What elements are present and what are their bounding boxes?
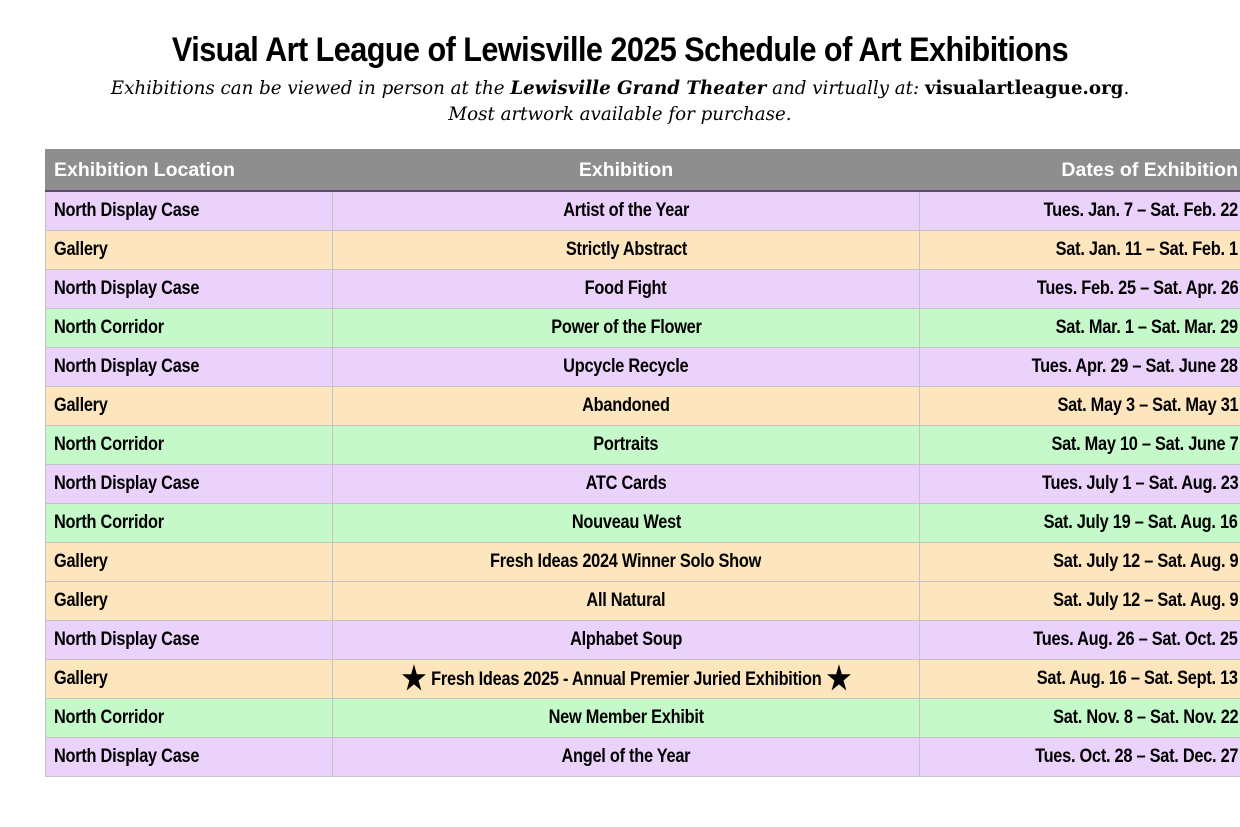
cell-exhibition — [333, 699, 920, 738]
dates-text: Tues. July 1 – Sat. Aug. 23 — [1041, 473, 1238, 494]
exhibition-wrap — [396, 659, 856, 696]
cell-dates — [920, 309, 1240, 348]
cell-exhibition — [333, 660, 920, 699]
exhibition-wrap — [586, 473, 667, 495]
exhibition-wrap — [562, 746, 691, 768]
location-text: North Display Case — [54, 473, 200, 494]
location-text: North Corridor — [54, 317, 164, 338]
website-link[interactable]: visualartleague.org — [924, 77, 1124, 99]
cell-location — [46, 231, 333, 270]
cell-dates — [920, 582, 1240, 621]
subtitle — [25, 75, 1215, 127]
cell-exhibition — [333, 270, 920, 309]
exhibition-name: Artist of the Year — [563, 200, 689, 221]
table-row — [46, 738, 1240, 777]
location-text: North Corridor — [54, 707, 164, 728]
cell-location — [46, 387, 333, 426]
table-row — [46, 582, 1240, 621]
exhibition-schedule-table — [45, 149, 1240, 777]
cell-exhibition — [333, 191, 920, 231]
cell-dates — [920, 231, 1240, 270]
exhibition-name: Strictly Abstract — [565, 239, 687, 260]
exhibition-name: All Natural — [586, 590, 666, 611]
dates-text: Tues. Jan. 7 – Sat. Feb. 22 — [1043, 200, 1238, 221]
cell-location — [46, 465, 333, 504]
cell-dates — [920, 465, 1240, 504]
cell-location — [46, 191, 333, 231]
exhibition-wrap — [551, 317, 701, 339]
cell-dates — [920, 191, 1240, 231]
dates-text: Tues. Oct. 28 – Sat. Dec. 27 — [1034, 746, 1238, 767]
column-header-location: Exhibition Location — [46, 150, 333, 192]
exhibition-wrap — [587, 590, 666, 612]
location-text: Gallery — [54, 239, 108, 260]
location-text: North Display Case — [54, 356, 200, 377]
page-title: Visual Art League of Lewisville 2025 Schedule of Art Exhibitions — [171, 31, 1069, 69]
cell-exhibition — [333, 387, 920, 426]
exhibition-name: New Member Exhibit — [548, 707, 704, 728]
table-row — [46, 387, 1240, 426]
dates-text: Sat. May 3 – Sat. May 31 — [1057, 395, 1238, 416]
exhibition-wrap — [565, 239, 686, 261]
subtitle-line-2: Most artwork available for purchase. — [448, 103, 792, 125]
table-row — [46, 309, 1240, 348]
dates-text: Sat. July 12 – Sat. Aug. 9 — [1052, 590, 1238, 611]
cell-exhibition — [333, 348, 920, 387]
exhibition-name: ATC Cards — [585, 473, 667, 494]
exhibition-wrap — [563, 356, 688, 378]
cell-dates — [920, 660, 1240, 699]
location-text: North Display Case — [54, 200, 200, 221]
column-header-dates: Dates of Exhibition — [920, 150, 1240, 192]
table-row — [46, 543, 1240, 582]
cell-dates — [920, 621, 1240, 660]
table-row — [46, 699, 1240, 738]
exhibition-name: Angel of the Year — [561, 746, 691, 767]
cell-location — [46, 738, 333, 777]
cell-exhibition — [333, 309, 920, 348]
dates-text: Tues. Feb. 25 – Sat. Apr. 26 — [1036, 278, 1238, 299]
subtitle-suffix: . — [1123, 77, 1130, 99]
exhibition-wrap — [594, 434, 659, 456]
cell-exhibition — [333, 426, 920, 465]
exhibition-name: Food Fight — [585, 278, 667, 299]
venue-name: Lewisville Grand Theater — [510, 77, 767, 99]
table-row — [46, 270, 1240, 309]
dates-text: Sat. May 10 – Sat. June 7 — [1050, 434, 1238, 455]
dates-text: Tues. Apr. 29 – Sat. June 28 — [1031, 356, 1238, 377]
exhibition-name: Abandoned — [582, 395, 670, 416]
location-text: North Display Case — [54, 746, 200, 767]
cell-dates — [920, 426, 1240, 465]
cell-exhibition — [333, 582, 920, 621]
dates-text: Sat. Jan. 11 – Sat. Feb. 1 — [1055, 239, 1238, 260]
cell-location — [46, 309, 333, 348]
cell-location — [46, 543, 333, 582]
table-body — [46, 191, 1240, 777]
exhibition-name: Portraits — [593, 434, 659, 455]
cell-location — [46, 348, 333, 387]
location-text: North Corridor — [54, 434, 164, 455]
column-header-exhibition: Exhibition — [333, 150, 920, 192]
table-row — [46, 660, 1240, 699]
cell-location — [46, 660, 333, 699]
exhibition-wrap — [570, 629, 682, 651]
exhibition-wrap — [582, 395, 670, 417]
exhibition-name: Upcycle Recycle — [563, 356, 689, 377]
cell-dates — [920, 270, 1240, 309]
cell-exhibition — [333, 231, 920, 270]
cell-location — [46, 270, 333, 309]
dates-text: Sat. Nov. 8 – Sat. Nov. 22 — [1052, 707, 1238, 728]
cell-exhibition — [333, 543, 920, 582]
exhibition-name: Fresh Ideas 2024 Winner Solo Show — [490, 551, 762, 572]
exhibition-wrap — [585, 278, 667, 300]
cell-dates — [920, 504, 1240, 543]
table-row — [46, 465, 1240, 504]
cell-exhibition — [333, 621, 920, 660]
dates-text: Sat. July 19 – Sat. Aug. 16 — [1043, 512, 1238, 533]
cell-dates — [920, 699, 1240, 738]
cell-exhibition — [333, 504, 920, 543]
table-row — [46, 504, 1240, 543]
dates-text: Sat. July 12 – Sat. Aug. 9 — [1052, 551, 1238, 572]
location-text: North Display Case — [54, 629, 200, 650]
exhibition-name: Fresh Ideas 2025 - Annual Premier Juried Exhibition — [430, 668, 822, 690]
cell-location — [46, 504, 333, 543]
table-row — [46, 621, 1240, 660]
exhibition-name: Nouveau West — [571, 512, 681, 533]
cell-dates — [920, 387, 1240, 426]
cell-exhibition — [333, 465, 920, 504]
location-text: Gallery — [54, 668, 108, 689]
dates-text: Tues. Aug. 26 – Sat. Oct. 25 — [1033, 629, 1238, 650]
cell-exhibition — [333, 738, 920, 777]
table-row — [46, 231, 1240, 270]
cell-location — [46, 699, 333, 738]
table-row — [46, 426, 1240, 465]
dates-text: Sat. Mar. 1 – Sat. Mar. 29 — [1055, 317, 1238, 338]
location-text: Gallery — [54, 551, 108, 572]
cell-dates — [920, 543, 1240, 582]
table-row — [46, 348, 1240, 387]
location-text: North Display Case — [54, 278, 200, 299]
exhibition-wrap — [490, 551, 761, 573]
cell-location — [46, 621, 333, 660]
table-header-row — [46, 150, 1240, 192]
location-text: North Corridor — [54, 512, 164, 533]
dates-text: Sat. Aug. 16 – Sat. Sept. 13 — [1036, 668, 1238, 689]
location-text: Gallery — [54, 590, 108, 611]
cell-location — [46, 582, 333, 621]
exhibition-wrap — [548, 707, 703, 729]
exhibition-wrap — [563, 200, 689, 222]
exhibition-name: Power of the Flower — [550, 317, 702, 338]
cell-dates — [920, 348, 1240, 387]
subtitle-middle: and virtually at: — [766, 77, 925, 99]
star-icon: ★ — [401, 659, 426, 696]
cell-dates — [920, 738, 1240, 777]
location-text: Gallery — [54, 395, 108, 416]
cell-location — [46, 426, 333, 465]
exhibition-wrap — [571, 512, 680, 534]
exhibition-name: Alphabet Soup — [570, 629, 682, 650]
subtitle-prefix: Exhibitions can be viewed in person at the — [110, 77, 511, 99]
table-row — [46, 191, 1240, 231]
star-icon: ★ — [826, 659, 851, 696]
